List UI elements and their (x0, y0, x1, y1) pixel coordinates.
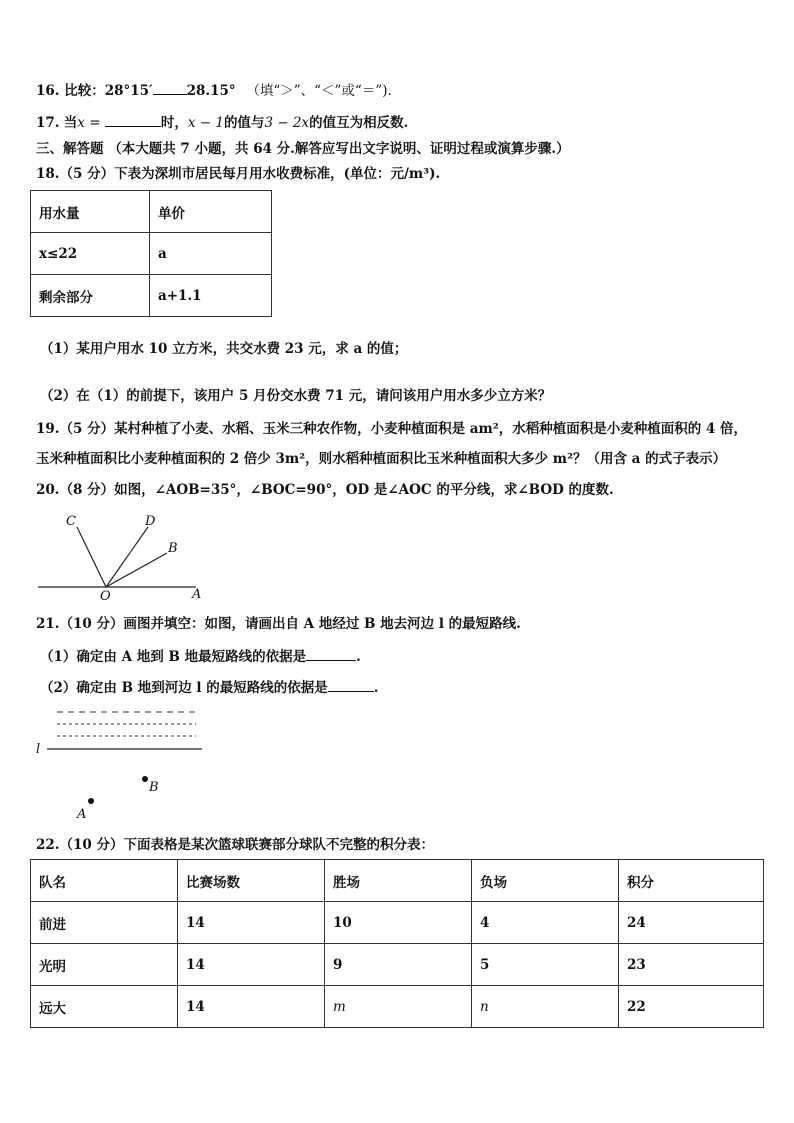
q16-prefix: 比较： (64, 83, 105, 99)
question-20: 20.（8 分）如图，∠AOB=35°，∠BOC=90°，OD 是∠AOC 的平分线，求∠BOD 的度数. (36, 482, 614, 498)
q17-expr1: x − 1 (187, 115, 224, 131)
q21-label-a: A (77, 807, 87, 822)
q21-part-2: （2）确定由 B 地到河边 l 的最短路线的依据是 . (40, 680, 379, 696)
question-22: 22.（10 分）下面表格是某次篮球联赛部分球队不完整的积分表： (36, 837, 434, 853)
q20-label-c: C (66, 514, 76, 529)
section-3-heading: 三、解答题 （本大题共 7 小题，共 64 分.解答应写出文字说明、证明过程或演算步骤.） (36, 141, 570, 157)
q22-cell: n (472, 986, 619, 1028)
q22-header: 胜场 (325, 860, 472, 902)
q17-expr2: 3 − 2x (264, 115, 310, 131)
question-19-line-2: 玉米种植面积比小麦种植面积的 2 倍少 3m²，则水稻种植面积比玉米种植面积大多少 m²？（用含 a 的式子表示） (36, 451, 727, 467)
q18-cell: a+1.1 (150, 275, 272, 317)
q18-part-1: （1）某用户用水 10 立方米，共交水费 23 元，求 a 的值； (40, 341, 408, 357)
table-row (31, 986, 764, 1028)
q21-label-l: l (36, 742, 41, 757)
table-row (31, 860, 764, 902)
q22-cell: 14 (178, 986, 325, 1028)
q21-label-b: B (149, 780, 159, 795)
q22-header: 负场 (472, 860, 619, 902)
q16-hint: （填“＞”、“＜”或“＝”). (246, 83, 392, 99)
q17-prefix: 当 (63, 115, 78, 131)
q21-part-1-text: （1）确定由 A 地到 B 地最短路线的依据是 (40, 649, 307, 665)
q22-header: 积分 (619, 860, 764, 902)
question-19-line-1: 19.（5 分）某村种植了小麦、水稻、玉米三种农作物，小麦种植面积是 am²，水稻种植面积是小麦种植面积的 4 倍， (36, 421, 748, 437)
q16-value-b: 28.15° (186, 83, 236, 99)
q17-equals: = (84, 115, 105, 131)
table-row (31, 902, 764, 944)
q18-cell: 用水量 (31, 191, 150, 233)
q17-mid: 时， (160, 115, 188, 131)
q22-cell: 光明 (31, 944, 178, 986)
q21-part-2-text: （2）确定由 B 地到河边 l 的最短路线的依据是 (40, 680, 328, 696)
table-row (31, 944, 764, 986)
q20-label-d: D (145, 514, 156, 529)
q18-cell: 剩余部分 (31, 275, 150, 317)
q18-cell: 单价 (150, 191, 272, 233)
q17-number: 17. (36, 115, 60, 131)
q20-label-o: O (100, 589, 111, 604)
q22-cell: 10 (325, 902, 472, 944)
q22-cell: 5 (472, 944, 619, 986)
q22-cell: m (325, 986, 472, 1028)
q21-point-a (88, 798, 94, 804)
q22-header: 队名 (31, 860, 178, 902)
q22-cell: 4 (472, 902, 619, 944)
q21-point-b (142, 776, 148, 782)
q16-number: 16. (36, 83, 60, 99)
q22-cell: 前进 (31, 902, 178, 944)
q20-label-a: A (192, 587, 202, 602)
q22-cell: 14 (178, 902, 325, 944)
question-18-title: 18.（5 分）下表为深圳市居民每月用水收费标准，(单位：元/m³). (36, 166, 441, 182)
q22-cell: 9 (325, 944, 472, 986)
q21-part-1: （1）确定由 A 地到 B 地最短路线的依据是 . (40, 649, 361, 665)
q22-header: 比赛场数 (178, 860, 325, 902)
q18-cell: a (150, 233, 272, 275)
question-21: 21.（10 分）画图并填空：如图，请画出自 A 地经过 B 地去河边 l 的最短路线. (36, 616, 521, 632)
q22-cell: 24 (619, 902, 764, 944)
q22-cell: 14 (178, 944, 325, 986)
q16-value-a: 28°15′ (104, 83, 153, 99)
q17-suffix: 的值互为相反数. (309, 115, 409, 131)
q17-mid2: 的值与 (223, 115, 265, 131)
q22-cell: 22 (619, 986, 764, 1028)
q18-part-2: （2）在（1）的前提下，该用户 5 月份交水费 71 元，请问该用户用水多少立方米？ (40, 388, 552, 404)
q20-label-b: B (168, 541, 178, 556)
q17-variable: x (77, 115, 85, 131)
q22-cell: 远大 (31, 986, 178, 1028)
q18-cell: x≤22 (31, 233, 150, 275)
q22-cell: 23 (619, 944, 764, 986)
q22-score-table (30, 859, 764, 1028)
